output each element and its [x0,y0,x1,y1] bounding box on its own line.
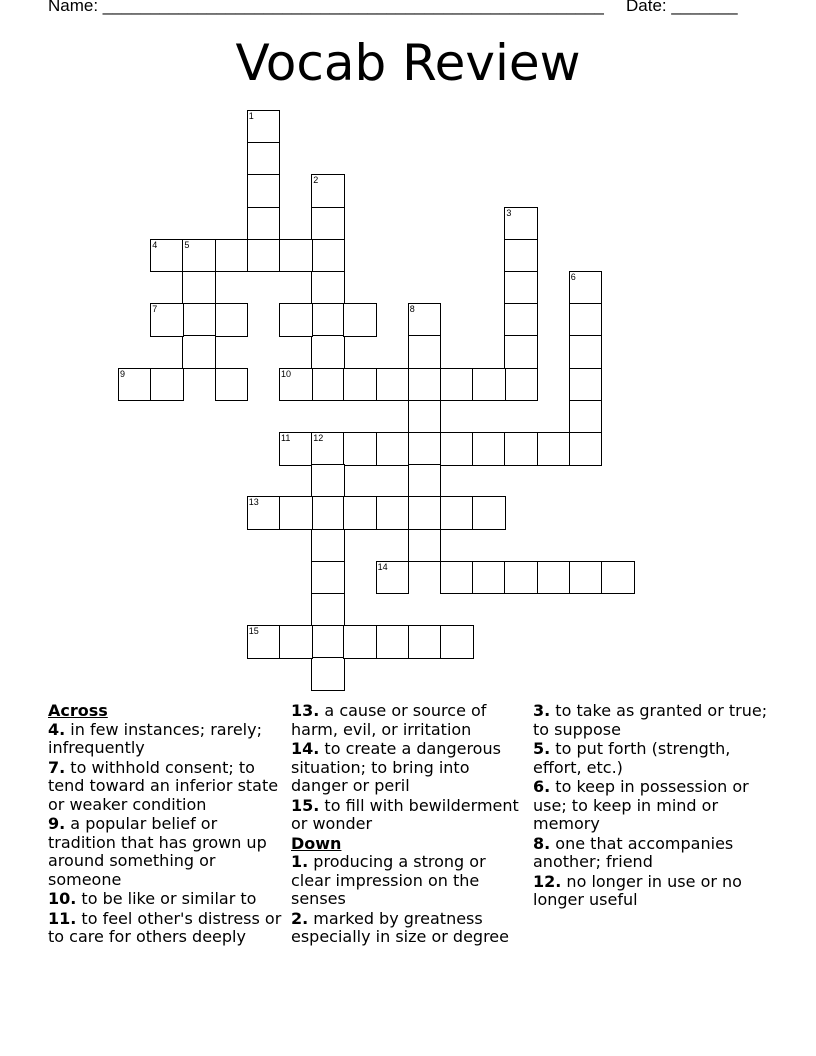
crossword-cell[interactable] [472,368,506,402]
crossword-cell[interactable] [311,368,345,402]
crossword-cell[interactable] [472,432,506,466]
crossword-cell[interactable] [408,432,442,466]
clue-item [291,797,527,834]
clue-item-number: 1. [291,852,309,871]
crossword-cell[interactable] [247,174,281,208]
crossword-cell[interactable] [440,368,474,402]
crossword-cell[interactable] [311,335,345,369]
crossword-cell[interactable] [504,335,538,369]
clue-number: 3 [506,207,512,218]
crossword-cell[interactable] [279,496,313,530]
clue-item [48,890,284,909]
clue-number: 7 [152,304,158,315]
crossword-cell[interactable] [343,496,377,530]
crossword-cell[interactable] [279,368,313,402]
page-title: Vocab Review [235,34,581,92]
crossword-cell[interactable] [150,239,184,273]
clue-item-number: 2. [291,908,309,928]
crossword-cell[interactable] [311,174,345,208]
crossword-cell[interactable] [311,432,345,466]
crossword-cell[interactable] [311,657,345,691]
crossword-cell[interactable] [247,142,281,176]
clue-item-text: to create a dangerous situation; to bring into danger or peril [291,739,501,795]
clue-number: 10 [281,368,292,379]
clue-item-text: to feel other's distress or to care for others deeply [48,908,282,946]
crossword-cell[interactable] [408,400,442,434]
crossword-cell[interactable] [215,303,249,337]
clue-item-text: to keep in possession or use; to keep in mind or memory [533,777,749,833]
crossword-cell[interactable] [504,207,538,241]
crossword-cell[interactable] [311,207,345,241]
clue-number: 4 [152,239,158,250]
crossword-cell[interactable] [472,496,506,530]
clue-item-number: 12. [533,871,562,891]
crossword-cell[interactable] [182,271,216,305]
crossword-cell[interactable] [440,561,474,595]
crossword-cell[interactable] [247,496,281,530]
crossword-cell[interactable] [440,496,474,530]
crossword-cell[interactable] [279,625,313,659]
crossword-cell[interactable] [150,303,184,337]
crossword-cell[interactable] [343,368,377,402]
crossword-cell[interactable] [182,239,216,273]
crossword-cell[interactable] [311,496,345,530]
crossword-cell[interactable] [311,271,345,305]
crossword-cell[interactable] [569,432,603,466]
clue-item [533,873,769,910]
crossword-cell[interactable] [215,368,249,402]
crossword-cell[interactable] [311,464,345,498]
clue-item-text: to fill with bewilderment or wonder [291,795,519,833]
clue-number: 9 [120,368,126,379]
clue-item-number: 4. [48,719,66,739]
crossword-cell[interactable] [215,239,249,273]
crossword-cell[interactable] [279,432,313,466]
crossword-cell[interactable] [150,368,184,402]
clue-item [291,740,527,796]
crossword-cell[interactable] [376,625,410,659]
crossword-cell[interactable] [311,303,345,337]
clue-item-text: one that accompanies another; friend [533,833,734,871]
crossword-cell[interactable] [376,496,410,530]
down-heading: Down [291,833,342,853]
clue-item-number: 8. [533,833,551,853]
crossword-cell[interactable] [311,239,345,273]
clue-item [533,702,769,739]
clue-item-text: in few instances; rarely; infrequently [48,719,262,757]
crossword-cell[interactable] [279,239,313,273]
crossword-cell[interactable] [504,303,538,337]
crossword-cell[interactable] [440,432,474,466]
clue-item-text: to be like or similar to [76,889,257,908]
crossword-cell[interactable] [440,625,474,659]
crossword-cell[interactable] [408,303,442,337]
crossword-cell[interactable] [472,561,506,595]
clue-item [48,910,284,947]
crossword-cell[interactable] [118,368,152,402]
clue-item-number: 10. [48,889,77,908]
crossword-cell[interactable] [279,303,313,337]
clue-item [533,778,769,834]
clue-item-text: producing a strong or clear impression on the senses [291,852,486,908]
name-field-label: Name: _____________________________________________________ [48,0,604,15]
clues-column-2 [291,702,527,948]
clue-item-number: 3. [533,701,551,720]
clue-item-text: no longer in use or no longer useful [533,871,742,909]
clue-number: 6 [570,272,576,282]
clue-number: 5 [184,239,190,250]
clue-item-number: 6. [533,777,551,796]
clue-number: 13 [248,497,259,508]
crossword-cell[interactable] [376,368,410,402]
crossword-cell[interactable] [343,303,377,337]
crossword-cell[interactable] [311,625,345,659]
clue-number: 12 [313,433,324,443]
clue-item [48,759,284,815]
crossword-cell[interactable] [247,239,281,273]
crossword-cell[interactable] [504,271,538,305]
clue-item-number: 15. [291,795,320,815]
clue-item-number: 9. [48,814,66,833]
clue-item-number: 14. [291,739,320,758]
clue-number: 8 [409,304,415,315]
clue-item [533,740,769,777]
clue-item [48,815,284,889]
clue-item [291,910,527,947]
clue-item [48,721,284,758]
crossword-cell[interactable] [408,496,442,530]
clue-item-number: 11. [48,908,77,928]
crossword-cell[interactable] [376,561,410,595]
crossword-cell[interactable] [569,368,603,402]
crossword-cell[interactable] [311,561,345,595]
crossword-cell[interactable] [408,335,442,369]
clue-item [291,702,527,739]
clue-item-number: 7. [48,757,66,777]
crossword-cell[interactable] [182,303,216,337]
clue-number: 15 [248,626,259,637]
clues-column-3 [533,702,769,911]
clue-item-number: 5. [533,739,551,758]
crossword-cell[interactable] [247,207,281,241]
crossword-cell[interactable] [569,335,603,369]
crossword-cell[interactable] [311,529,345,563]
date-field-label: Date: _______ [626,0,738,15]
clue-item [291,853,527,909]
across-heading: Across [48,701,108,720]
crossword-cell[interactable] [504,368,538,402]
crossword-cell[interactable] [537,432,571,466]
crossword-cell[interactable] [376,432,410,466]
crossword-cell[interactable] [537,561,571,595]
clues-column-1 [48,702,284,948]
clue-item-text: to withhold consent; to tend toward an inferior state or weaker condition [48,757,279,814]
crossword-cell[interactable] [504,561,538,595]
crossword-cell[interactable] [504,432,538,466]
crossword-cell[interactable] [569,303,603,337]
crossword-cell[interactable] [311,593,345,627]
clue-item-number: 13. [291,701,320,720]
crossword-cell[interactable] [408,529,442,563]
crossword-cell[interactable] [343,625,377,659]
clue-item-text: a popular belief or tradition that has grown up around something or someone [48,814,267,889]
crossword-cell[interactable] [569,561,603,595]
crossword-cell[interactable] [569,271,603,305]
clue-number: 2 [313,175,319,186]
crossword-cell[interactable] [601,561,635,595]
clue-item-text: marked by greatness especially in size or degree [291,908,509,946]
clue-item-text: a cause or source of harm, evil, or irritation [291,701,487,739]
crossword-cell[interactable] [408,464,442,498]
clue-number: 1 [248,111,254,121]
clue-number: 14 [377,561,388,572]
crossword-cell[interactable] [408,368,442,402]
clue-item [533,835,769,872]
clue-item-text: to take as granted or true; to suppose [533,701,768,739]
crossword-cell[interactable] [504,239,538,273]
clue-number: 11 [281,433,291,443]
crossword-cell[interactable] [408,625,442,659]
crossword-cell[interactable] [569,400,603,434]
clue-item-text: to put forth (strength, effort, etc.) [533,739,731,777]
crossword-cell[interactable] [182,335,216,369]
crossword-cell[interactable] [247,110,281,144]
crossword-cell[interactable] [343,432,377,466]
crossword-cell[interactable] [247,625,281,659]
